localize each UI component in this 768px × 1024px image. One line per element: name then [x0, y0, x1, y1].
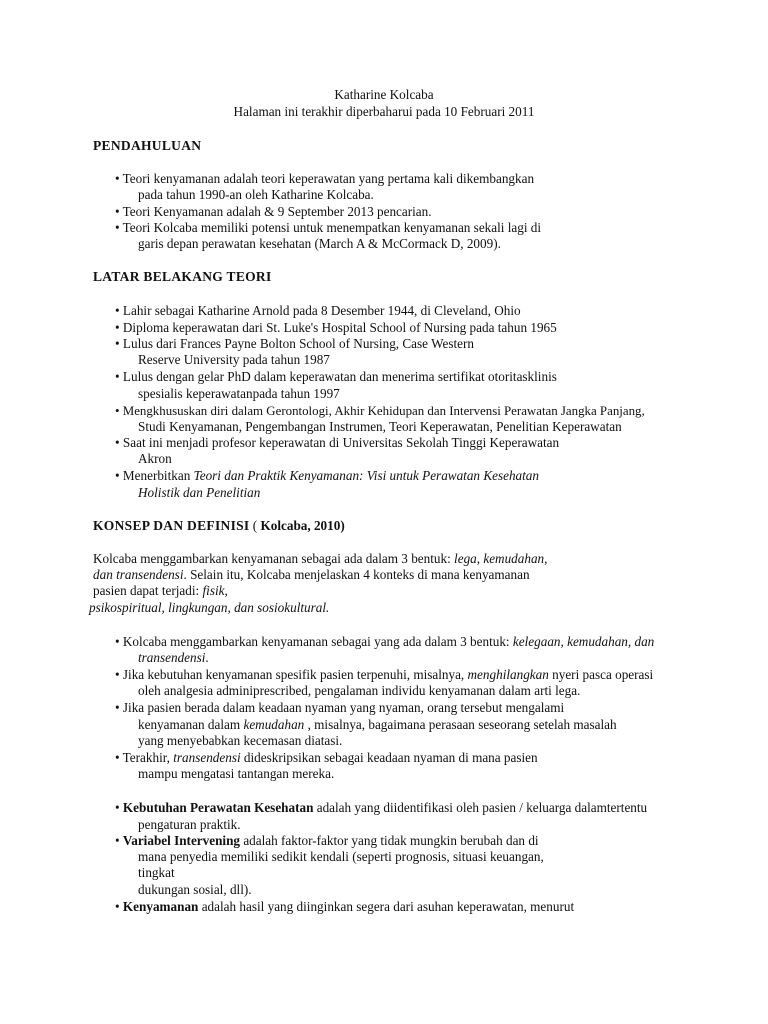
konsep-bullet-2-cont: oleh analgesia adminiprescribed, pengalaman individu kenyamanan dalam arti lega. — [138, 683, 581, 698]
konsep-p2-italic: dan transendensi — [93, 567, 184, 582]
latar-bullet-3: • Lulus dari Frances Payne Bolton School of Nursing, Case Western — [115, 336, 474, 351]
pendahuluan-bullet-1: • Teori kenyamanan adalah teori keperawatan yang pertama kali dikembangkan — [115, 171, 535, 186]
pendahuluan-bullet-2: • Teori Kenyamanan adalah & 9 September 2013 pencarian. — [115, 204, 432, 219]
latar-bullet-7-pre: • Menerbitkan — [115, 468, 194, 483]
konsep-bullet-4-cont: mampu mengatasi tantangan mereka. — [138, 766, 335, 781]
konsep-bullet-2-post: nyeri pasca operasi — [548, 667, 654, 682]
section-heading-konsep — [93, 518, 345, 534]
konsep-bullet-2 — [115, 667, 653, 683]
definisi-bullet-3 — [115, 899, 574, 915]
konsep-p1-text: Kolcaba menggambarkan kenyamanan sebagai ada dalam 3 bentuk: — [93, 551, 455, 566]
konsep-bullet-3-cont-post: , misalnya, bagaimana perasaan seseorang setelah masalah — [304, 717, 617, 732]
latar-bullet-1: • Lahir sebagai Katharine Arnold pada 8 Desember 1944, di Cleveland, Ohio — [115, 303, 521, 318]
konsep-bullet-1-text: • Kolcaba menggambarkan kenyamanan sebagai yang ada dalam 3 bentuk: — [115, 634, 513, 649]
latar-bullet-2: • Diploma keperawatan dari St. Luke's Hospital School of Nursing pada tahun 1965 — [115, 320, 557, 335]
konsep-heading-text: KONSEP DAN DEFINISI — [93, 518, 250, 533]
section-heading-latar: LATAR BELAKANG TEORI — [93, 269, 272, 284]
definisi-term-2: Variabel Intervening — [122, 833, 241, 848]
definisi-bullet-2-cont-2: tingkat — [138, 865, 175, 880]
konsep-paragraph-line-2 — [93, 567, 530, 583]
definisi-bullet-1-mark: • — [115, 800, 123, 815]
definisi-bullet-2-text: adalah faktor-faktor yang tidak mungkin berubah dan di — [240, 833, 539, 848]
definisi-term-1: Kebutuhan Perawatan Kesehatan — [122, 800, 314, 815]
konsep-bullet-2-italic: menghilangkan — [467, 667, 549, 682]
konsep-p1-italic: lega, kemudahan, — [454, 551, 548, 566]
konsep-heading-paren: ( — [249, 518, 261, 533]
konsep-bullet-1 — [115, 634, 654, 650]
konsep-bullet-4 — [115, 750, 538, 766]
konsep-bullet-1-cont — [138, 650, 209, 666]
author-name: Katharine Kolcaba — [334, 87, 434, 102]
latar-bullet-3-cont: Reserve University pada tahun 1987 — [138, 352, 330, 367]
latar-bullet-4-cont: spesialis keperawatanpada tahun 1997 — [138, 386, 340, 401]
konsep-heading-cite: Kolcaba, 2010) — [260, 518, 345, 533]
konsep-bullet-3-cont-2: yang menyebabkan kecemasan diatasi. — [138, 733, 343, 748]
definisi-bullet-1-text: adalah yang diidentifikasi oleh pasien / keluarga dalamtertentu — [313, 800, 648, 815]
konsep-p3-italic: fisik, — [202, 583, 228, 598]
last-updated: Halaman ini terakhir diperbaharui pada 10 Februari 2011 — [233, 104, 535, 119]
konsep-bullet-4-italic: transendensi — [173, 750, 241, 765]
konsep-bullet-2-text: • Jika kebutuhan kenyamanan spesifik pasien terpenuhi, misalnya, — [115, 667, 468, 682]
latar-bullet-5: • Mengkhususkan diri dalam Gerontologi, Akhir Kehidupan dan Intervensi Perawatan Jangka Panjang, — [115, 404, 645, 418]
pendahuluan-bullet-3: • Teori Kolcaba memiliki potensi untuk menempatkan kenyamanan sekali lagi di — [115, 220, 542, 235]
konsep-bullet-3-cont-text: kenyamanan dalam — [138, 717, 244, 732]
definisi-bullet-3-text: adalah hasil yang diinginkan segera dari asuhan keperawatan, menurut — [198, 899, 575, 914]
definisi-bullet-2 — [115, 833, 539, 849]
konsep-bullet-3-cont-italic: kemudahan — [243, 717, 305, 732]
definisi-bullet-2-cont-3: dukungan sosial, dll). — [138, 882, 252, 897]
konsep-bullet-3: • Jika pasien berada dalam keadaan nyaman yang nyaman, orang tersebut mengalami — [115, 700, 565, 715]
latar-bullet-7 — [115, 468, 539, 484]
konsep-paragraph-line-4: psikospiritual, lingkungan, dan sosiokultural. — [89, 600, 330, 615]
latar-bullet-5-cont: Studi Kenyamanan, Pengembangan Instrumen, Teori Keperawatan, Penelitian Keperawatan — [138, 419, 622, 434]
konsep-bullet-4-post: dideskripsikan sebagai keadaan nyaman di mana pasien — [240, 750, 538, 765]
definisi-bullet-2-cont: mana penyedia memiliki sedikit kendali (seperti prognosis, situasi keuangan, — [138, 849, 544, 864]
definisi-bullet-1 — [115, 800, 647, 816]
konsep-bullet-1-cont-text: . — [205, 650, 209, 665]
book-title-cont: Holistik dan Penelitian — [138, 485, 261, 500]
definisi-bullet-1-cont: pengaturan praktik. — [138, 817, 241, 832]
konsep-p2-text: . Selain itu, Kolcaba menjelaskan 4 konteks di mana kenyamanan — [183, 567, 530, 582]
definisi-bullet-2-mark: • — [115, 833, 123, 848]
konsep-p3-text: pasien dapat terjadi: — [93, 583, 203, 598]
definisi-bullet-3-mark: • — [115, 899, 123, 914]
konsep-paragraph-line-3 — [93, 583, 228, 599]
konsep-bullet-1-cont-italic: transendensi — [138, 650, 206, 665]
section-heading-pendahuluan: PENDAHULUAN — [93, 138, 202, 153]
konsep-bullet-4-text: • Terakhir, — [115, 750, 174, 765]
definisi-term-3: Kenyamanan — [122, 899, 199, 914]
konsep-bullet-3-cont — [138, 717, 617, 733]
latar-bullet-6: • Saat ini menjadi profesor keperawatan di Universitas Sekolah Tinggi Keperawatan — [115, 435, 560, 450]
book-title: Teori dan Praktik Kenyamanan: Visi untuk Perawatan Kesehatan — [193, 468, 539, 483]
pendahuluan-bullet-1-cont: pada tahun 1990-an oleh Katharine Kolcaba. — [138, 187, 374, 202]
pendahuluan-bullet-3-cont: garis depan perawatan kesehatan (March A & McCormack D, 2009). — [138, 236, 501, 251]
konsep-paragraph-line-1 — [93, 551, 547, 567]
latar-bullet-4: • Lulus dengan gelar PhD dalam keperawatan dan menerima sertifikat otoritasklinis — [115, 369, 557, 384]
latar-bullet-6-cont: Akron — [138, 451, 172, 466]
konsep-bullet-1-italic: kelegaan, kemudahan, dan — [512, 634, 655, 649]
